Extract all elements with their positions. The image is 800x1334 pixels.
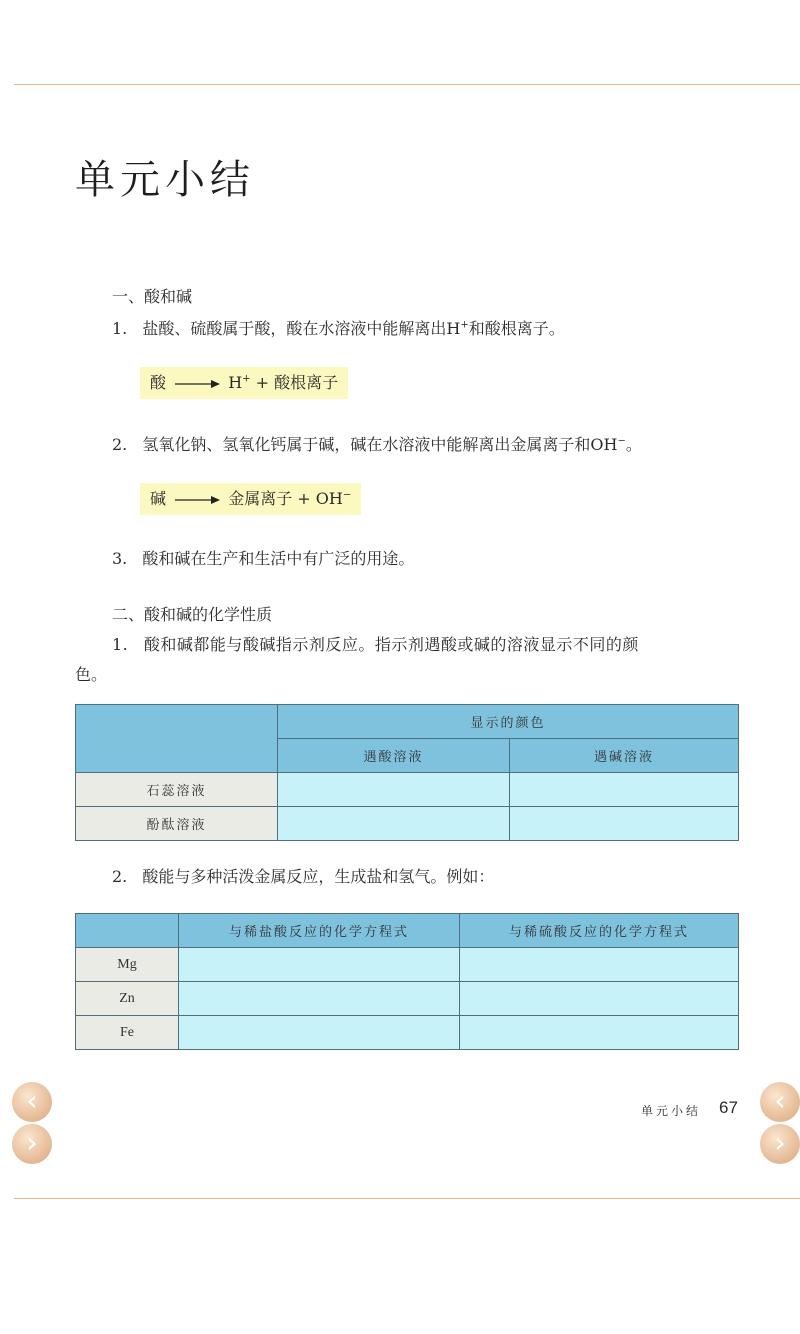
item-text: 酸能与多种活泼金属反应，生成盐和氢气。例如： (142, 867, 495, 886)
chevron-left-icon: ‹ (26, 1084, 38, 1117)
table-cell (460, 948, 739, 982)
prev-page-button[interactable] (12, 1082, 52, 1122)
top-divider (14, 84, 800, 85)
footer-chapter-label: 单元小结 (641, 1104, 702, 1118)
table-corner (76, 705, 278, 773)
paragraph (112, 546, 414, 569)
prev-page-button-right[interactable] (760, 1082, 800, 1122)
paragraph (112, 316, 565, 339)
superscript: + (460, 319, 469, 331)
item-text: 盐酸、硫酸属于酸，酸在水溶液中能解离出H (142, 319, 461, 338)
equation-left: 碱 (150, 489, 167, 508)
table-cell (179, 948, 460, 982)
item-text: 和酸根离子。 (468, 319, 565, 338)
table-row (76, 773, 739, 807)
equation-left: 酸 (150, 373, 167, 392)
table-cell (179, 1016, 460, 1050)
paragraph (112, 864, 494, 887)
equation-right: H (228, 373, 243, 392)
table-row-label: 石蕊溶液 (76, 773, 278, 807)
page-title: 单元小结 (75, 157, 255, 203)
indicator-color-table (75, 704, 739, 841)
section-heading: 二、酸和碱的化学性质 (112, 605, 273, 624)
page-number: 67 (719, 1098, 738, 1117)
table-column-header: 遇碱溶液 (510, 739, 739, 773)
item-text: 氢氧化钠、氢氧化钙属于碱，碱在水溶液中能解离出金属离子和OH (142, 435, 618, 454)
table-cell (510, 807, 739, 841)
table-row-label: 酚酞溶液 (76, 807, 278, 841)
paragraph (112, 432, 642, 455)
item-number: 1. (112, 635, 129, 654)
table-cell (278, 807, 510, 841)
table-row-label: Fe (76, 1016, 179, 1050)
table-column-header: 与稀盐酸反应的化学方程式 (179, 914, 460, 948)
equation-right: + 酸根离子 (250, 373, 339, 392)
item-text: 酸和碱在生产和生活中有广泛的用途。 (142, 549, 415, 568)
table-cell (510, 773, 739, 807)
table-row-label: Zn (76, 982, 179, 1016)
next-page-button-right[interactable] (760, 1124, 800, 1164)
table-row (76, 948, 739, 982)
item-text: 酸和碱都能与酸碱指示剂反应。指示剂遇酸或碱的溶液显示不同的颜 (143, 635, 639, 654)
table-row (76, 982, 739, 1016)
chevron-right-icon: › (26, 1126, 38, 1159)
chevron-left-icon: ‹ (774, 1084, 786, 1117)
item-number: 2. (112, 435, 128, 454)
highlight-box (140, 367, 348, 399)
table-row (76, 807, 739, 841)
paragraph (112, 632, 639, 655)
metal-acid-reaction-table (75, 913, 739, 1050)
table-row-label: Mg (76, 948, 179, 982)
table-column-header: 与稀硫酸反应的化学方程式 (460, 914, 739, 948)
chevron-right-icon: › (774, 1126, 786, 1159)
section-heading: 一、酸和碱 (112, 287, 193, 306)
item-text: 。 (625, 435, 642, 454)
table-cell (460, 1016, 739, 1050)
item-number: 2. (112, 867, 128, 886)
superscript: − (617, 435, 626, 447)
table-cell (179, 982, 460, 1016)
table-row (76, 1016, 739, 1050)
table-cell (278, 773, 510, 807)
item-number: 3. (112, 549, 128, 568)
table-group-header: 显示的颜色 (278, 705, 739, 739)
table-cell (460, 982, 739, 1016)
table-corner (76, 914, 179, 948)
right-arrow-icon (173, 378, 221, 390)
item-number: 1. (112, 319, 128, 338)
bottom-divider (14, 1198, 800, 1199)
equation-right: 金属离子 + OH (228, 489, 343, 508)
paragraph-continuation: 色。 (75, 665, 108, 684)
superscript: − (342, 489, 352, 501)
superscript: + (242, 373, 251, 385)
highlight-box (140, 483, 361, 515)
next-page-button[interactable] (12, 1124, 52, 1164)
table-column-header: 遇酸溶液 (278, 739, 510, 773)
right-arrow-icon (173, 494, 221, 506)
